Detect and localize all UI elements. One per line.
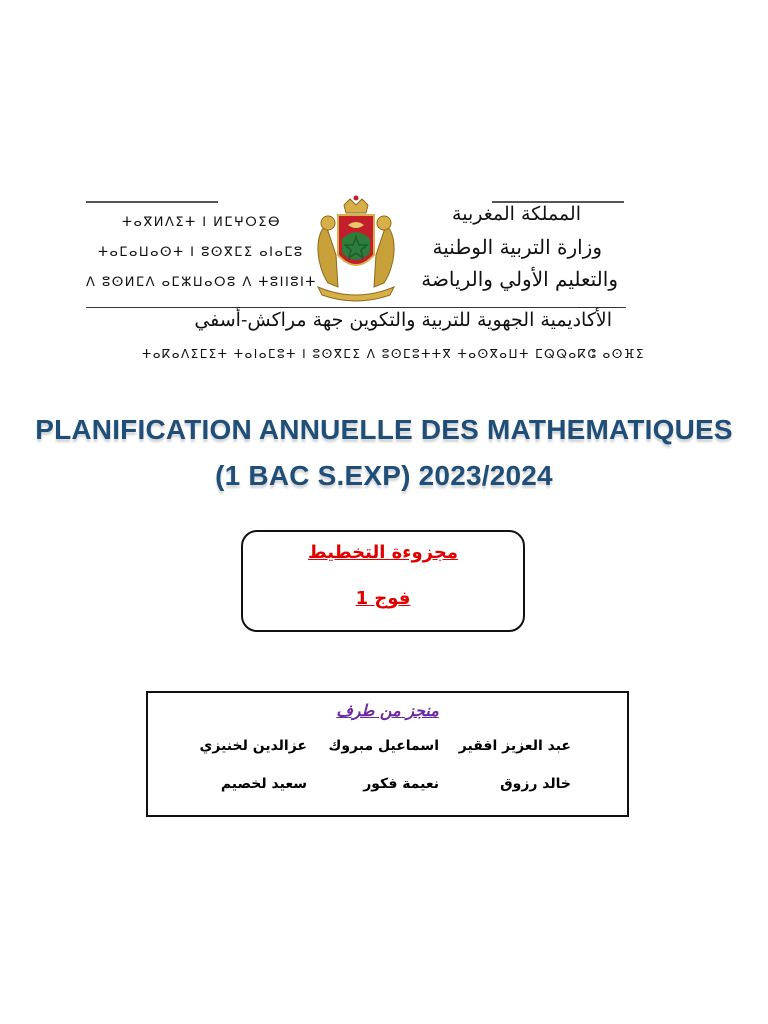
authors-box <box>146 691 629 817</box>
header-divider <box>86 307 626 308</box>
author-name: سعيد لخصيم <box>220 776 307 792</box>
tifinagh-kingdom: ⵜⴰⴳⵍⴷⵉⵜ ⵏ ⵍⵎⵖⵔⵉⴱ <box>122 215 282 230</box>
arabic-education: والتعليم الأولي والرياضة <box>421 267 618 291</box>
document-title-line1: PLANIFICATION ANNUELLE DES MATHEMATIQUES <box>35 414 733 445</box>
tifinagh-academy: ⵜⴰⴽⴰⴷⵉⵎⵉⵜ ⵜⴰⵏⴰⵎⵓⵜ ⵏ ⵓⵙⴳⵎⵉ ⴷ ⵓⵙⵎⵓⵜⵜⴳ ⵜⴰⵙⴳⴰⵡⵜ ⵎⵕⵕⴰⴽⵛ ⴰⵙⴼⵉ <box>142 347 646 361</box>
document-title-line2: (1 BAC S.EXP) 2023/2024 <box>215 460 553 491</box>
tifinagh-ministry: ⵜⴰⵎⴰⵡⴰⵙⵜ ⵏ ⵓⵙⴳⵎⵉ ⴰⵏⴰⵎⵓ <box>98 245 304 260</box>
top-rule-left <box>86 201 218 203</box>
module-title: مجزوءة التخطيط <box>307 542 458 563</box>
author-name: خالد رزوق <box>500 776 571 792</box>
arabic-kingdom: المملكة المغربية <box>452 203 581 225</box>
group-label: فوج 1 <box>355 588 411 609</box>
tifinagh-education: ⴷ ⵓⵙⵍⵎⴷ ⴰⵎⵣⵡⴰⵔⵓ ⴷ ⵜⵓⵏⵏⵓⵏⵜ <box>86 275 317 290</box>
moroccan-coat-of-arms-icon <box>308 195 404 303</box>
author-name: عبد العزيز افقير <box>458 738 571 754</box>
authors-heading: منجز من طرف <box>336 701 439 720</box>
module-box <box>241 530 525 632</box>
letterhead <box>84 195 646 370</box>
arabic-ministry: وزارة التربية الوطنية <box>432 235 602 259</box>
author-name: عزالدين لخنيزي <box>199 738 307 754</box>
arabic-academy: الأكاديمية الجهوية للتربية والتكوين جهة مراكش-أسفي <box>194 309 612 331</box>
author-name: اسماعيل مبروك <box>328 738 439 754</box>
author-name: نعيمة فكور <box>363 776 439 792</box>
